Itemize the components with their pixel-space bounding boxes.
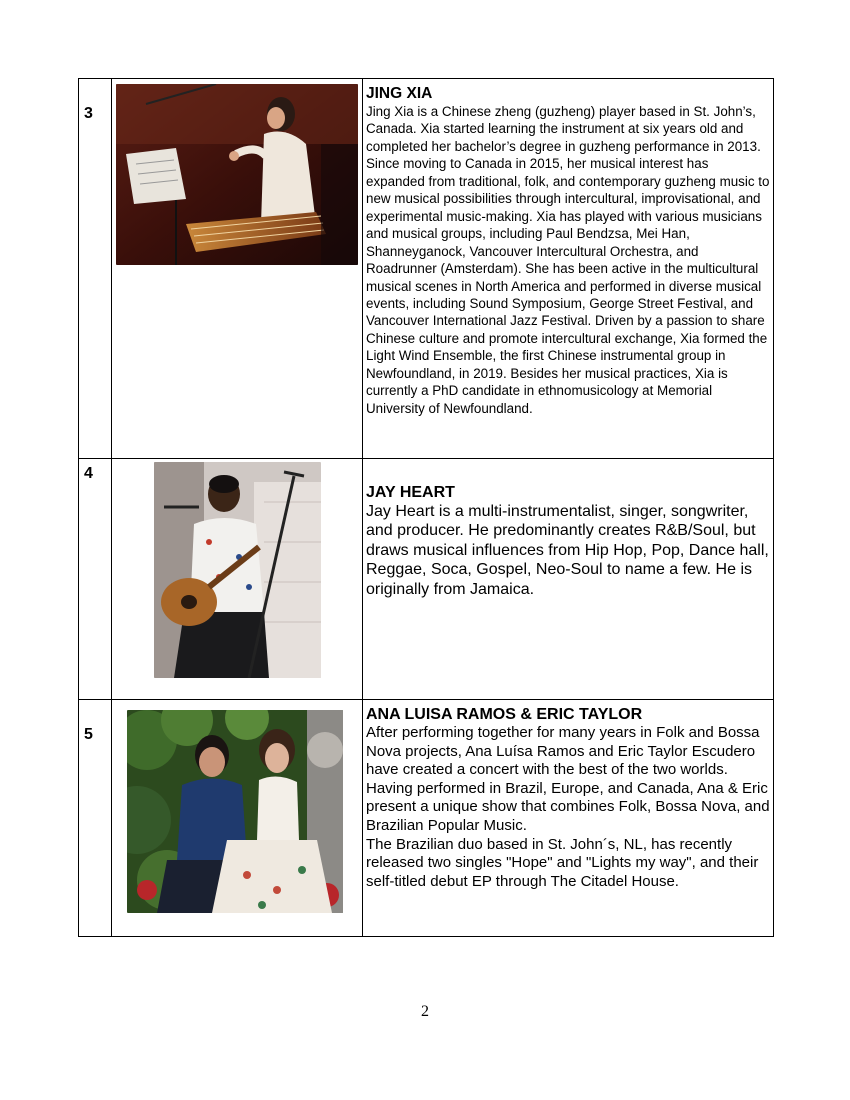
- performer-bio: Jay Heart is a multi-instrumentalist, singer, songwriter, and producer. He predominantly creates R&B/Soul, but draws musical influences from Hip Hop, Pop, Dance hall, Reggae, Soca, Gospel, Neo-Soul to name a few. He is originally from Jamaica.: [366, 503, 769, 598]
- performer-bio: Jing Xia is a Chinese zheng (guzheng) player based in St. John’s, Canada. Xia started learning the instrument at six years old and completed her bachelor’s degree in guzheng performance in 2013. Since moving to Canada in 2015, her musical interest has expanded from traditional, folk, and contemporary guzheng music to new musical possibilities through intercultural, improvisational, and experimental music-making. Xia has played with various musicians and musical groups, including Paul Bendzsa, Mei Han, Shanneyganock, Vancouver Intercultural Orchestra, and Roadrunner (Amsterdam). She has been active in the multicultural musical scenes in North America and performed in diverse musical events, including Sound Symposium, George Street Festival, and Vancouver International Jazz Festival. Driven by a passion to share Chinese culture and promote intercultural exchange, Xia formed the Light Wind Ensemble, the first Chinese instrumental group in Newfoundland, in 2019. Besides her musical practices, Xia is currently a PhD candidate in ethnomusicology at Memorial University of Newfoundland.: [366, 104, 770, 416]
- jing-xia-photo: [116, 84, 358, 265]
- performer-name: ANA LUISA RAMOS & ERIC TAYLOR: [366, 706, 643, 723]
- table-row: [79, 700, 774, 937]
- performer-name: JAY HEART: [366, 484, 455, 501]
- row-number: 4: [84, 465, 93, 482]
- photo-cell: [112, 79, 363, 459]
- table-row: [79, 459, 774, 700]
- performer-table: [78, 78, 774, 937]
- bio-cell: [363, 459, 774, 700]
- row-number: 3: [84, 105, 93, 122]
- jay-heart-photo: [154, 462, 321, 678]
- photo-cell: [112, 700, 363, 937]
- bio-cell: [363, 700, 774, 937]
- row-number-cell: [79, 459, 112, 700]
- performer-bio: After performing together for many years in Folk and Bossa Nova projects, Ana Luísa Ramos and Eric Taylor Escudero have created a concert with the best of the two worlds. Having performed in Brazil, Europe, and Canada, Ana & Eric present a unique show that combines Folk, Bossa Nova, and Brazilian Popular Music. The Brazilian duo based in St. John´s, NL, has recently released two singles "Hope" and "Lights my way", and their self-titled debut EP through The Citadel House.: [366, 724, 770, 890]
- ana-eric-photo: [127, 710, 343, 913]
- row-number-cell: [79, 700, 112, 937]
- row-number: 5: [84, 726, 93, 743]
- photo-cell: [112, 459, 363, 700]
- page-number: 2: [421, 1003, 429, 1020]
- table-row: [79, 79, 774, 459]
- performer-name: JING XIA: [366, 85, 433, 102]
- row-number-cell: [79, 79, 112, 459]
- bio-cell: [363, 79, 774, 459]
